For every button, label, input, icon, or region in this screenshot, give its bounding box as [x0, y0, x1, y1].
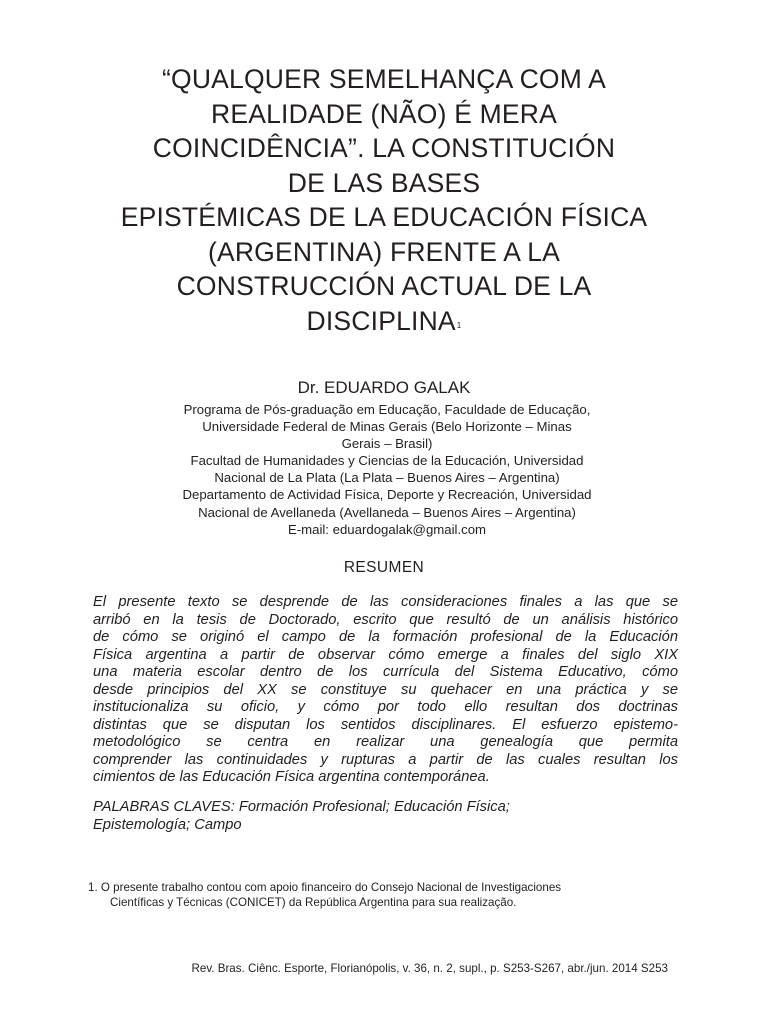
abstract-line: metodológico se centra en realizar una genealogía que permita [93, 734, 678, 751]
keywords [93, 798, 678, 834]
affiliation-line: Departamento de Actividad Física, Deporte y Recreación, Universidad [182, 487, 592, 503]
footnote [88, 880, 688, 910]
affiliation-line: Facultad de Humanidades y Ciencias de la Educación, Universidad [190, 453, 584, 469]
abstract-body [93, 594, 678, 787]
title-line: DE LAS BASES [287, 167, 481, 198]
affiliation-line: Nacional de La Plata (La Plata – Buenos Aires – Argentina) [214, 470, 560, 486]
abstract-line: distintas que se disputan los sentidos disciplinares. El esfuerzo epistemo- [93, 716, 678, 733]
title-line: EPISTÉMICAS DE LA EDUCACIÓN FÍSICA [120, 202, 648, 232]
journal-citation-footer: Rev. Bras. Ciênc. Esporte, Florianópolis, v. 36, n. 2, supl., p. S253-S267, abr./jun. 2014 S253 [191, 962, 668, 975]
article-title [40, 62, 728, 345]
abstract-line: El presente texto se desprende de las consideraciones finales a las que se [93, 594, 678, 610]
abstract-line: Física argentina a partir de observar cómo emerge a finales del siglo XIX [93, 646, 678, 663]
title-line: COINCIDÊNCIA”. LA CONSTITUCIÓN [152, 133, 616, 163]
title-line-text: DISCIPLINA [306, 305, 456, 336]
abstract-line: desde principios del XX se constituye su quehacer en una práctica y se [93, 681, 678, 698]
footnote-line: 1. O presente trabalho contou com apoio financeiro do Consejo Nacional de Investigaciones [88, 881, 562, 894]
title-line: CONSTRUCCIÓN ACTUAL DE LA [176, 271, 592, 301]
abstract-line: una materia escolar dentro de los currícula del Sistema Educativo, cómo [93, 664, 678, 681]
abstract-line: comprender las continuidades y rupturas a partir de las cuales resultan los [93, 751, 678, 768]
abstract-line: arribó en la tesis de Doctorado, escrito que resultó de un análisis histórico [93, 611, 678, 628]
title-line: REALIDADE (NÃO) É MERA [210, 98, 557, 129]
author-name: Dr. EDUARDO GALAK [297, 378, 471, 397]
keywords-line: PALABRAS CLAVES: Formación Profesional; Educación Física; [93, 799, 510, 815]
affiliation-line: Programa de Pós-graduação em Educação, Faculdade de Educação, [183, 402, 591, 417]
affiliation-line: Gerais – Brasil) [341, 436, 433, 452]
affiliation-line: Nacional de Avellaneda (Avellaneda – Buenos Aires – Argentina) [198, 504, 576, 520]
title-line: “QUALQUER SEMELHANÇA COM A [161, 64, 606, 94]
abstract-line: institucionaliza su oficio, y cómo por todo ello resultan dos doctrinas [93, 699, 678, 716]
author-email: E-mail: eduardogalak@gmail.com [287, 521, 487, 537]
abstract-line: cimientos de las Educación Física argentina contemporánea. [93, 769, 490, 786]
abstract-heading: RESUMEN [343, 559, 425, 576]
title-line: (ARGENTINA) FRENTE A LA [207, 236, 561, 267]
abstract-line: de cómo se originó el campo de la formación profesional de la Educación [93, 629, 678, 646]
footnote-marker: 1 [456, 320, 462, 330]
keywords-line: Epistemología; Campo [93, 817, 242, 833]
footnote-line: Científicas y Técnicas (CONICET) da República Argentina para sua realização. [110, 896, 517, 909]
affiliation-line: Universidade Federal de Minas Gerais (Belo Horizonte – Minas [202, 419, 572, 435]
title-line-last [40, 304, 728, 346]
author-affiliation [100, 401, 674, 538]
